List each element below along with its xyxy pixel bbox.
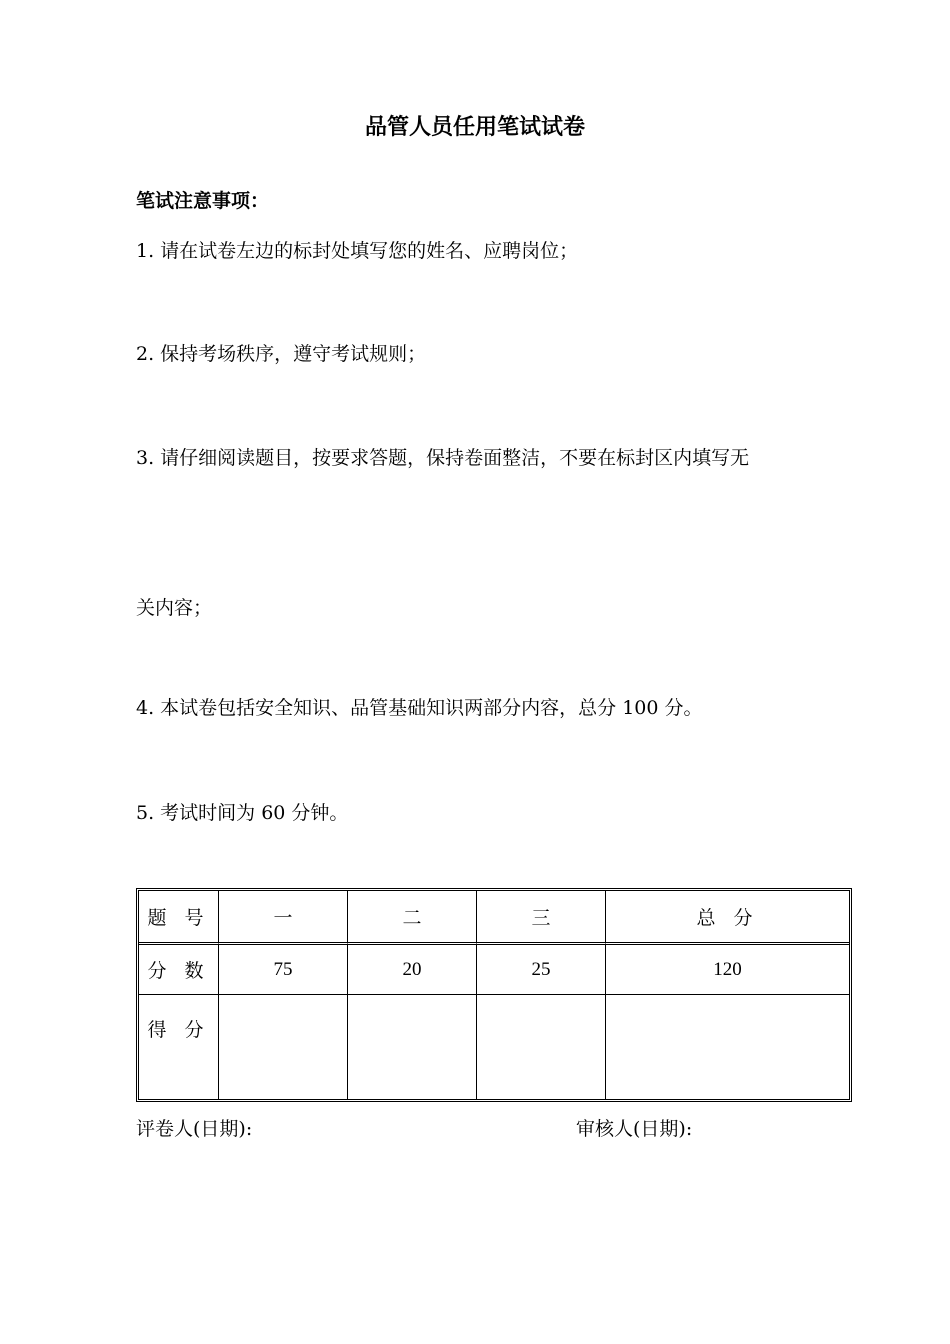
points-row <box>139 945 849 995</box>
score-label: 得 分 <box>139 995 219 1099</box>
total-header: 总 分 <box>606 891 849 945</box>
section-three-score-cell[interactable] <box>477 995 606 1099</box>
section-two-header: 二 <box>348 891 477 945</box>
note-item-3-continued: 关内容； <box>136 597 213 619</box>
table-header-row <box>139 891 849 945</box>
section-three-points: 25 <box>477 945 606 995</box>
note-item-4: 4. 本试卷包括安全知识、品管基础知识两部分内容，总分 100 分。 <box>136 697 703 719</box>
points-label: 分 数 <box>139 945 219 995</box>
note-item-5: 5. 考试时间为 60 分钟。 <box>136 802 349 824</box>
section-one-points: 75 <box>219 945 348 995</box>
section-one-score-cell[interactable] <box>219 995 348 1099</box>
section-one-header: 一 <box>219 891 348 945</box>
total-score-cell[interactable] <box>606 995 849 1099</box>
section-two-points: 20 <box>348 945 477 995</box>
score-table <box>136 888 852 1102</box>
score-row <box>139 995 849 1099</box>
reviewer-signature-label: 审核人(日期): <box>576 1118 693 1140</box>
note-item-3: 3. 请仔细阅读题目，按要求答题，保持卷面整洁，不要在标封区内填写无 <box>136 447 750 469</box>
note-item-2: 2. 保持考场秩序，遵守考试规则； <box>136 343 427 365</box>
question-number-label: 题 号 <box>139 891 219 945</box>
total-points: 120 <box>606 945 849 995</box>
page-title: 品管人员任用笔试试卷 <box>364 114 585 140</box>
note-item-1: 1. 请在试卷左边的标封处填写您的姓名、应聘岗位； <box>136 240 579 262</box>
grader-signature-label: 评卷人(日期): <box>136 1118 253 1140</box>
notes-heading: 笔试注意事项： <box>136 190 270 212</box>
section-two-score-cell[interactable] <box>348 995 477 1099</box>
section-three-header: 三 <box>477 891 606 945</box>
